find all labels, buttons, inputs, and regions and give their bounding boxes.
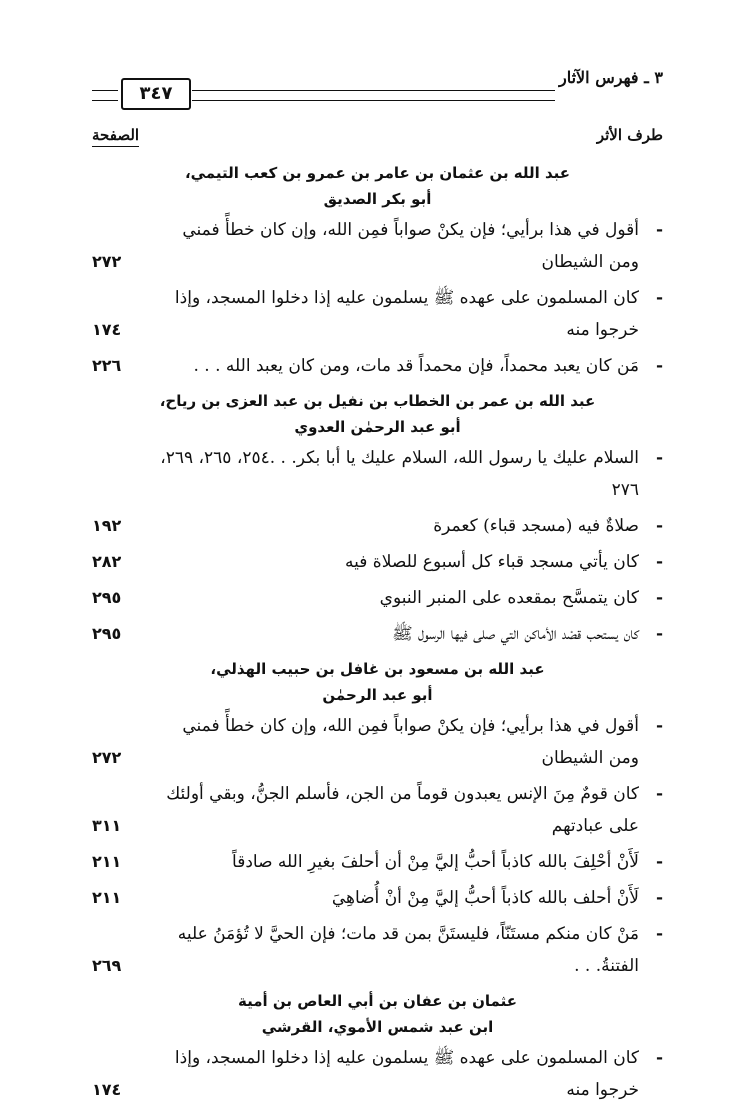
index-entry (92, 918, 663, 982)
entry-text-block (154, 214, 663, 278)
entry-page-number: ٢٩٥ (92, 588, 122, 607)
entry-text: كان المسلمون على عهده ﷺ يسلمون عليه إذا دخلوا المسجد، وإذا خرجوا منه (174, 288, 639, 340)
narrator-name: عثمان بن عفان بن أبي العاص بن أمية (238, 992, 517, 1010)
header-rule-left (92, 90, 118, 101)
entry-page-number: ٣١١ (92, 816, 122, 835)
entry-text: لَأَنْ أحلف بالله كاذباً أحبُّ إليَّ مِنْ أنْ أُضاهِيَ (331, 888, 639, 908)
bullet-dash: - (655, 888, 663, 908)
entry-page-number: ٢٦٩ (92, 956, 122, 975)
index-entry (92, 710, 663, 774)
entry-page-number: ١٧٤ (92, 320, 122, 339)
bullet-dash: - (655, 448, 663, 468)
index-entry (92, 350, 663, 382)
bullet-dash: - (655, 288, 663, 308)
entry-text: مَنْ كان منكم مستَنّاً، فليستَنَّ بمن قد مات؛ فإن الحيَّ لا تُؤمَنُ عليه الفتنةُ. . . (177, 924, 639, 976)
entry-text-block (154, 882, 663, 914)
narrator-section (92, 656, 663, 982)
index-entry (92, 510, 663, 542)
entry-text: كان قومٌ مِنَ الإنس يعبدون قوماً من الجن، فأسلم الجنُّ، وبقي أولئك على عبادتهم (166, 784, 639, 836)
bullet-dash: - (655, 588, 663, 608)
index-entry (92, 214, 663, 278)
entry-text: كان المسلمون على عهده ﷺ يسلمون عليه إذا دخلوا المسجد، وإذا خرجوا منه (174, 1048, 639, 1100)
entry-text: أقول في هذا برأيي؛ فإن يكنْ صواباً فمِن الله، وإن كان خطأً فمني ومن الشيطان (182, 716, 639, 768)
entry-text-block (154, 1042, 663, 1106)
entry-text: أقول في هذا برأيي؛ فإن يكنْ صواباً فمِن الله، وإن كان خطأً فمني ومن الشيطان (182, 220, 639, 272)
narrator-kunya: أبو عبد الرحمٰن (322, 686, 433, 704)
entry-text: كان يتمسَّح بمقعده على المنبر النبوي (379, 588, 639, 608)
page-number: ٣٤٧ (121, 78, 191, 110)
entry-page-number: ٢٧٢ (92, 252, 122, 271)
entry-page-number: ٢١١ (92, 852, 122, 871)
entry-text-block (154, 710, 663, 774)
index-entry (92, 618, 663, 650)
entry-text: السلام عليك يا رسول الله، السلام عليك يا أبا بكر. . .٢٥٤، ٢٦٥، ٢٦٩، ٢٧٦ (160, 448, 639, 500)
bullet-dash: - (655, 852, 663, 872)
column-header-page: الصفحة (92, 126, 139, 147)
entry-text-block (154, 778, 663, 842)
bullet-dash: - (655, 784, 663, 804)
index-entry (92, 1042, 663, 1106)
entry-text-block (154, 918, 663, 982)
index-entry (92, 778, 663, 842)
entry-text-block (154, 618, 663, 650)
entry-text-block (154, 350, 663, 382)
narrator-kunya: أبو عبد الرحمٰن العدوي (294, 418, 461, 436)
entry-page-number: ٢٧٢ (92, 748, 122, 767)
bullet-dash: - (655, 356, 663, 376)
narrator-section (92, 388, 663, 650)
header-rule (192, 90, 555, 101)
entry-page-number: ٢٢٦ (92, 356, 122, 375)
bullet-dash: - (655, 924, 663, 944)
index-entry (92, 546, 663, 578)
narrator-name: عبد الله بن عمر بن الخطاب بن نفيل بن عبد العزى بن رياح، (159, 392, 596, 410)
index-entry (92, 282, 663, 346)
entry-page-number: ١٧٤ (92, 1080, 122, 1099)
bullet-dash: - (655, 1048, 663, 1068)
entry-text-block (154, 546, 663, 578)
bullet-dash: - (655, 552, 663, 572)
entry-text: كان يأتي مسجد قباء كل أسبوع للصلاة فيه (345, 552, 639, 572)
bullet-dash: - (655, 516, 663, 536)
bullet-dash: - (655, 220, 663, 240)
narrator-kunya: ابن عبد شمس الأموي، القرشي (261, 1018, 494, 1036)
entry-page-number: ٢٩٥ (92, 624, 122, 643)
entry-text-block (154, 442, 663, 506)
index-entry (92, 442, 663, 506)
entry-page-number: ٢٨٢ (92, 552, 122, 571)
index-entry (92, 846, 663, 878)
entry-text-block (154, 282, 663, 346)
entry-text-block (154, 582, 663, 614)
entry-text-block (154, 846, 663, 878)
bullet-dash: - (655, 716, 663, 736)
entry-text: كان يستحب قصْد الأماكن التي صلى فيها الرسول ﷺ (392, 624, 639, 644)
entry-text: مَن كان يعبد محمداً، فإن محمداً قد مات، ومن كان يعبد الله . . . (193, 356, 639, 376)
entry-text: صلاةٌ فيه (مسجد قباء) كعمرة (433, 516, 639, 536)
bullet-dash: - (655, 624, 663, 644)
narrator-section (92, 988, 663, 1106)
entry-text-block (154, 510, 663, 542)
narrator-kunya: أبو بكر الصديق (323, 190, 432, 208)
entry-text: لَأَنْ أحْلِفَ بالله كاذباً أحبُّ إليَّ مِنْ أن أحلفَ بغيرِ الله صادقاً (232, 852, 639, 872)
index-content (92, 160, 663, 1112)
index-entry (92, 882, 663, 914)
entry-page-number: ١٩٢ (92, 516, 122, 535)
narrator-name: عبد الله بن عثمان بن عامر بن عمرو بن كعب التيمي، (184, 164, 571, 182)
index-entry (92, 582, 663, 614)
column-header-hadith: طرف الأثر (596, 126, 663, 144)
running-header-title: ٣ ـ فهرس الآثار (559, 68, 663, 87)
entry-page-number: ٢١١ (92, 888, 122, 907)
narrator-section (92, 160, 663, 382)
narrator-name: عبد الله بن مسعود بن غافل بن حبيب الهذلي، (210, 660, 545, 678)
